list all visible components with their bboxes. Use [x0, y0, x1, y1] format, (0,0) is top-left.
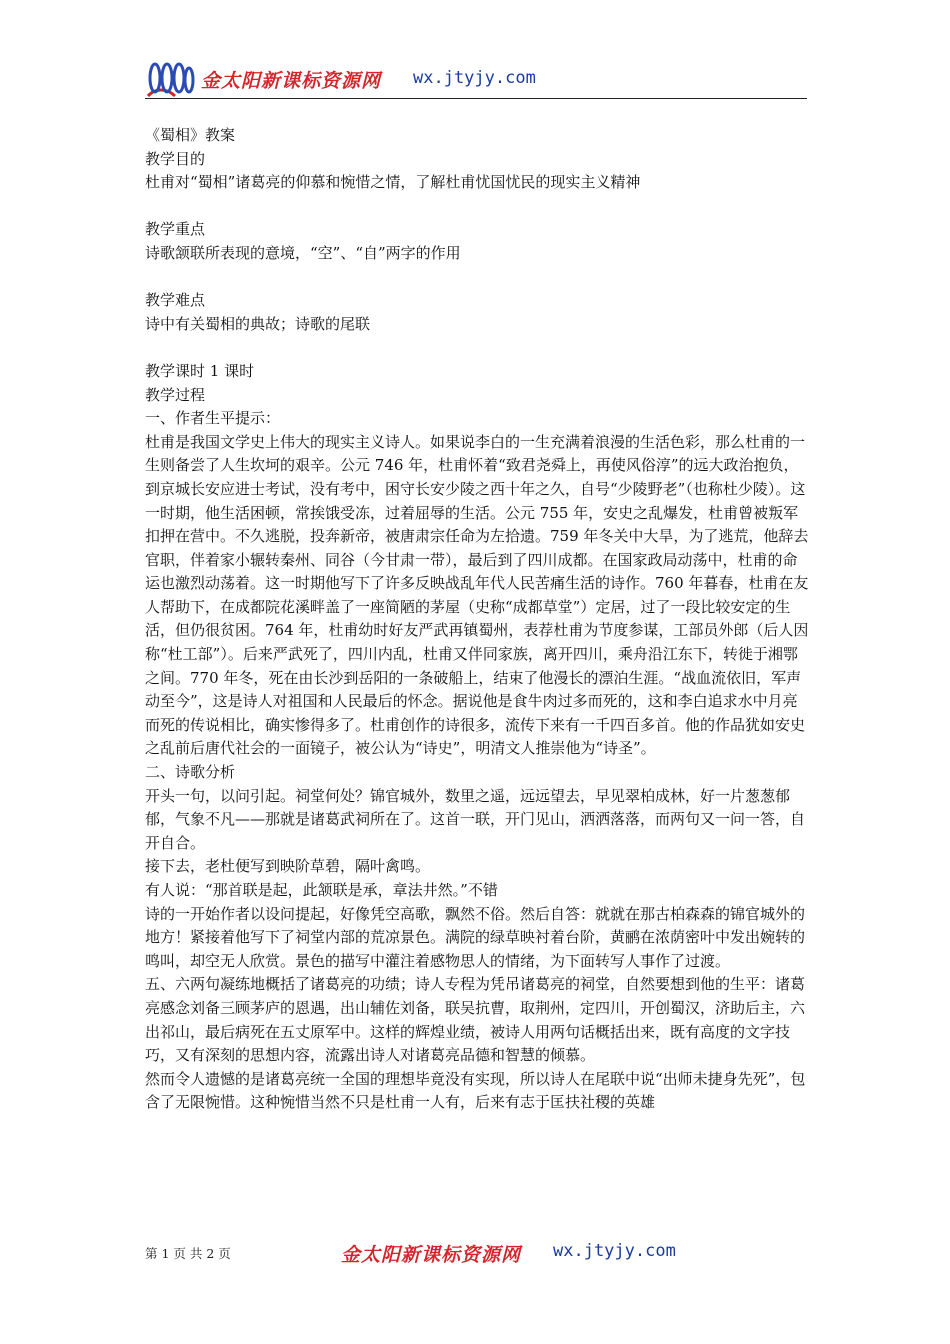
analysis-paragraph: 开头一句，以问引起。祠堂何处？锦官城外，数里之遥，远远望去，早见翠柏成林，好一片葱葱郁郁，气象不凡——那就是诸葛武祠所在了。这首一联，开门见山，洒洒落落，而两句又一问一答，自开自合。 — [145, 786, 806, 852]
spacer — [145, 195, 811, 219]
analysis-paragraph: 五、六两句凝练地概括了诸葛亮的功绩；诗人专程为凭吊诸葛亮的祠堂，自然要想到他的生平：诸葛亮感念刘备三顾茅庐的恩遇，出山辅佐刘备，联吴抗曹，取荆州，定四川，开创蜀汉，济助后主，六出祁山，最后病死在五丈原军中。这样的辉煌业绩，被诗人用两句话概括出来，既有高度的文字技巧，又有深刻的思想内容，流露出诗人对诸葛亮品德和智慧的倾慕。 — [145, 975, 806, 1065]
site-url[interactable]: wx.jtyjy.com — [413, 68, 536, 88]
analysis-paragraph: 然而令人遗憾的是诸葛亮统一全国的理想毕竟没有实现，所以诗人在尾联中说“出师未捷身先死”，包含了无限惋惜。这种惋惜当然不只是杜甫一人有，后来有志于匡扶社稷的英雄 — [145, 1069, 806, 1112]
brand-name: 金太阳新课标资源网 — [201, 70, 382, 92]
spacer — [145, 266, 811, 290]
footer-brand: 金太阳新课标资源网 — [341, 1244, 522, 1266]
focus-heading: 教学重点 — [145, 220, 206, 239]
teaching-hours: 教学课时 1 课时 — [145, 361, 255, 380]
process-heading: 教学过程 — [145, 385, 206, 404]
spacer — [145, 336, 811, 360]
analysis-paragraph: 诗的一开始作者以设问提起，好像凭空高歌，飘然不俗。然后自答：就就在那古柏森森的锦官城外的地方！紧接着他写下了祠堂内部的荒凉景色。满院的绿草映衬着台阶，黄鹂在浓荫密叶中发出婉转的鸣叫，却空无人欣赏。景色的描写中灌注着感物思人的情绪，为下面转写人事作了过渡。 — [145, 904, 806, 970]
difficulty-heading: 教学难点 — [145, 291, 206, 310]
analysis-paragraph: 接下去，老杜便写到映阶草碧，隔叶禽鸣。 — [145, 857, 431, 876]
page-number: 第 1 页 共 2 页 — [145, 1246, 231, 1261]
section1-text: 杜甫是我国文学史上伟大的现实主义诗人。如果说李白的一生充满着浪漫的生活色彩，那么杜甫的一生则备尝了人生坎坷的艰辛。公元 746 年，杜甫怀着“致君尧舜上，再使风俗淳”的远大政治抱负，到京城长安应进士考试，没有考中，困守长安少陵之西十年之久，自号“少陵野老”（也称杜少陵）。这一时期，他生活困顿，常挨饿受冻，过着屈辱的生活。公元 755 年，安史之乱爆发，杜甫曾被叛军扣押在营中。不久逃脱，投奔新帝，被唐肃宗任命为左拾遗。759 年冬关中大旱，为了逃荒，他辞去官职，伴着家小辗转秦州、同谷（今甘肃一带），最后到了四川成都。在国家政局动荡中，杜甫的命运也激烈动荡着。这一时期他写下了许多反映战乱年代人民苦痛生活的诗作。760 年暮春，杜甫在友人帮助下，在成都院花溪畔盖了一座简陋的茅屋（史称“成都草堂”）定居，过了一段比较安定的生活，但仍很贫困。764 年，杜甫幼时好友严武再镇蜀州，表荐杜甫为节度参谋，工部员外郎（后人因称“杜工部”）。后来严武死了，四川内乱，杜甫又伴同家族，离开四川，乘舟沿江东下，转徙于湘鄂之间。770 年冬，死在由长沙到岳阳的一条破船上，结束了他漫长的漂泊生涯。“战血流依旧，军声动至今”，这是诗人对祖国和人民最后的怀念。据说他是食牛肉过多而死的，这和李白追求水中月亮而死的传说相比，确实惨得多了。杜甫创作的诗很多，流传下来有一千四百多首。他的作品犹如安史之乱前后唐代社会的一面镜子，被公认为“诗史”，明清文人推崇他为“诗圣”。 — [145, 432, 809, 758]
page-header — [145, 58, 807, 100]
jtyjy-logo-icon — [145, 58, 195, 100]
analysis-paragraph: 有人说：“那首联是起，此颔联是承，章法井然。”不错 — [145, 881, 498, 899]
section2-heading: 二、诗歌分析 — [145, 763, 236, 782]
page-footer — [145, 1238, 811, 1268]
objective-text: 杜甫对“蜀相”诸葛亮的仰慕和惋惜之情，了解杜甫忧国忧民的现实主义精神 — [145, 173, 641, 192]
doc-title: 《蜀相》教案 — [145, 126, 236, 144]
footer-site-url[interactable]: wx.jtyjy.com — [553, 1241, 676, 1261]
objective-heading: 教学目的 — [145, 149, 206, 168]
focus-text: 诗歌颔联所表现的意境，“空”、“自”两字的作用 — [145, 243, 461, 262]
difficulty-text: 诗中有关蜀相的典故；诗歌的尾联 — [145, 314, 371, 333]
section1-heading: 一、作者生平提示： — [145, 409, 281, 428]
header-rule — [145, 98, 807, 99]
document-body — [145, 124, 811, 1115]
